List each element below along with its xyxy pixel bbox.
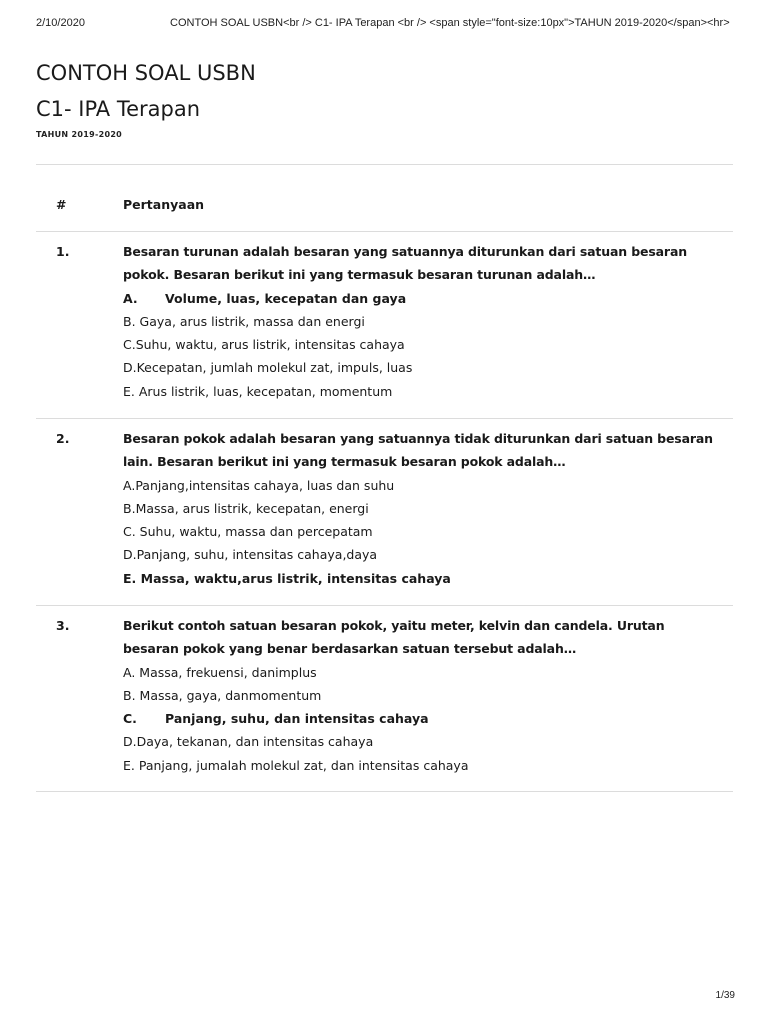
answer-option	[123, 310, 723, 333]
answer-option	[123, 520, 723, 543]
answer-option	[123, 333, 723, 356]
question-text: Berikut contoh satuan besaran pokok, yaitu meter, kelvin dan candela. Urutan besaran pokok yang benar berdasarkan satuan tersebut adalah…	[123, 618, 665, 657]
question-text: Besaran turunan adalah besaran yang satuannya diturunkan dari satuan besaran pokok. Besaran berikut ini yang termasuk besaran turunan adalah…	[123, 244, 687, 283]
option-letter: C.	[123, 524, 136, 540]
divider	[36, 164, 733, 165]
option-text: Massa, gaya, danmomentum	[135, 687, 322, 703]
title-line-2: C1- IPA Terapan	[36, 97, 201, 121]
answer-option	[123, 707, 723, 730]
option-text: Gaya, arus listrik, massa dan energi	[135, 313, 365, 329]
print-date: 2/10/2020	[36, 17, 85, 29]
option-letter: A.	[123, 290, 138, 306]
option-letter: E.	[123, 570, 137, 586]
option-text: Panjang,intensitas cahaya, luas dan suhu	[135, 477, 395, 493]
answer-option	[123, 730, 723, 753]
option-letter: D.	[123, 360, 137, 376]
print-page-title: CONTOH SOAL USBN<br /> C1- IPA Terapan <br /> <span style="font-size:10px">TAHUN 2019-2020</span><hr>	[170, 17, 730, 29]
question-number: 2.	[56, 431, 70, 446]
question-number: 3.	[56, 618, 70, 633]
option-letter: D.	[123, 547, 137, 563]
answer-option	[123, 497, 723, 520]
print-header	[0, 17, 768, 31]
column-header-number: #	[56, 197, 67, 212]
option-letter: B.	[123, 313, 136, 329]
question-body	[123, 427, 723, 590]
answer-option	[123, 474, 723, 497]
option-text: Suhu, waktu, massa dan percepatam	[135, 524, 373, 540]
title-line-1: CONTOH SOAL USBN	[36, 61, 256, 85]
answer-option	[123, 380, 723, 403]
option-letter: D.	[123, 734, 137, 750]
answer-option	[123, 661, 723, 684]
option-letter: B.	[123, 500, 136, 516]
option-letter: E.	[123, 757, 135, 773]
option-letter: C.	[123, 711, 137, 727]
option-text: Massa, arus listrik, kecepatan, energi	[135, 500, 369, 516]
answer-option	[123, 567, 723, 590]
option-text: Suhu, waktu, arus listrik, intensitas cahaya	[135, 337, 405, 353]
answer-option	[123, 754, 723, 777]
divider	[36, 605, 733, 606]
option-text: Massa, waktu,arus listrik, intensitas cahaya	[136, 570, 451, 586]
option-text: Panjang, jumalah molekul zat, dan intensitas cahaya	[134, 757, 469, 773]
option-text: Panjang, suhu, dan intensitas cahaya	[165, 711, 429, 727]
option-text: Volume, luas, kecepatan dan gaya	[165, 290, 407, 306]
option-text: Kecepatan, jumlah molekul zat, impuls, luas	[136, 360, 413, 376]
option-letter: E.	[123, 383, 135, 399]
page-number: 1/39	[715, 990, 735, 1001]
divider	[36, 418, 733, 419]
option-text: Daya, tekanan, dan intensitas cahaya	[136, 734, 374, 750]
option-letter: B.	[123, 687, 136, 703]
option-text: Arus listrik, luas, kecepatan, momentum	[134, 383, 393, 399]
year-subtitle: TAHUN 2019-2020	[36, 130, 123, 139]
option-text: Panjang, suhu, intensitas cahaya,daya	[136, 547, 378, 563]
option-text: Massa, frekuensi, danimplus	[135, 664, 317, 680]
answer-option	[123, 287, 723, 310]
divider	[36, 231, 733, 232]
column-header-question: Pertanyaan	[123, 197, 205, 212]
page-title	[36, 57, 256, 125]
answer-option	[123, 356, 723, 379]
divider	[36, 791, 733, 792]
answer-option	[123, 543, 723, 566]
option-letter: C.	[123, 337, 136, 353]
answer-option	[123, 684, 723, 707]
question-body	[123, 614, 723, 777]
option-letter: A.	[123, 477, 136, 493]
question-number: 1.	[56, 244, 70, 259]
option-letter: A.	[123, 664, 136, 680]
question-body	[123, 240, 723, 403]
question-text: Besaran pokok adalah besaran yang satuannya tidak diturunkan dari satuan besaran lain. Besaran berikut ini yang termasuk besaran pokok adalah…	[123, 431, 713, 470]
